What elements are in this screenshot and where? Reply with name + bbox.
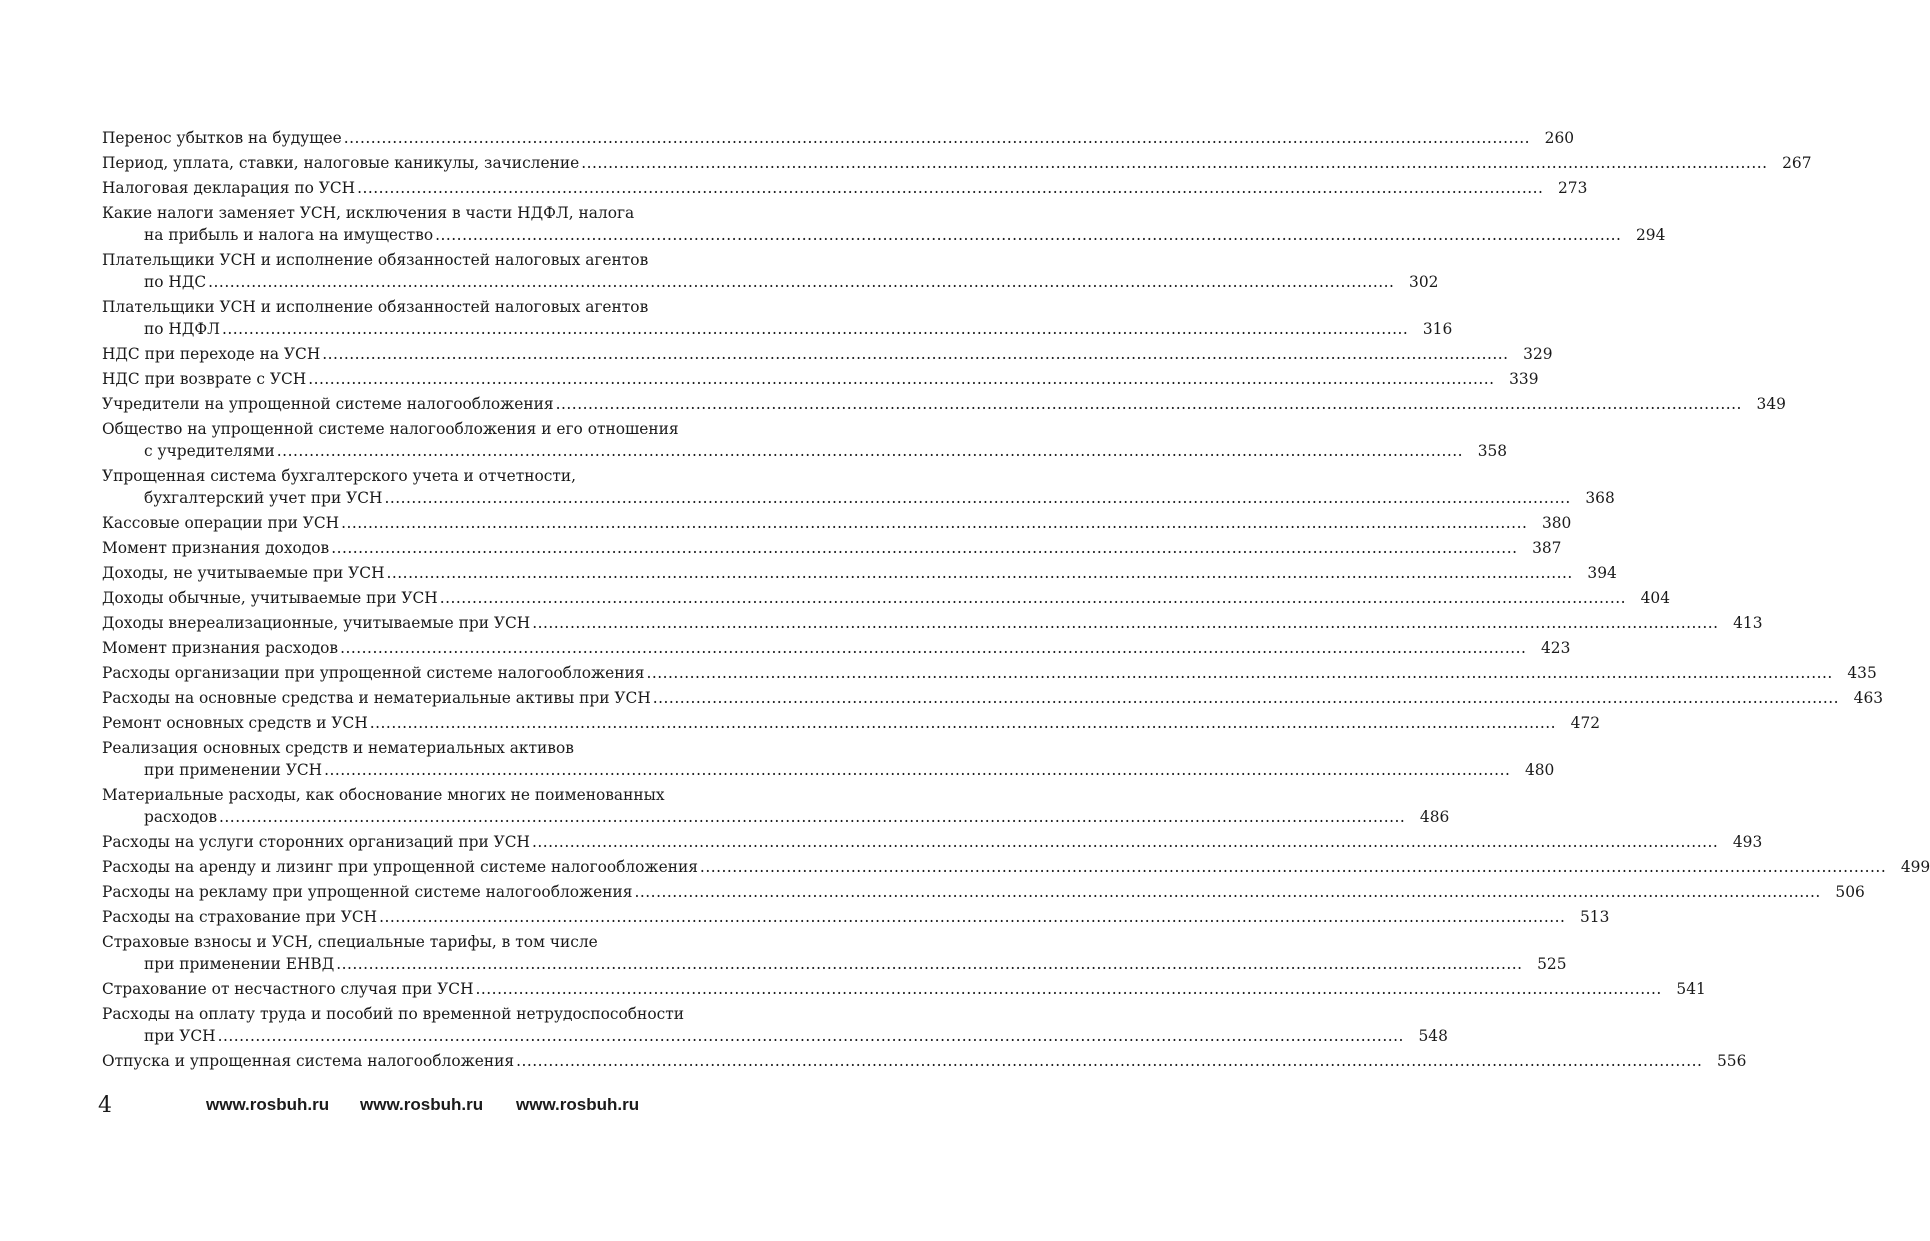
toc-entry[interactable] bbox=[102, 202, 1666, 246]
dot-leader: ............................................................................................................................................................................................................................ bbox=[324, 761, 1511, 779]
dot-leader: ............................................................................................................................................................................................................................ bbox=[208, 273, 1395, 291]
toc-entry-title: Общество на упрощенной системе налогообложения и его отношения bbox=[102, 420, 679, 438]
toc-entry-title: при УСН bbox=[144, 1027, 216, 1045]
toc-entry-title: Реализация основных средств и нематериальных активов bbox=[102, 739, 574, 757]
toc-page-number: 294 bbox=[1636, 226, 1666, 244]
toc-entry[interactable] bbox=[102, 368, 1539, 390]
toc-entry[interactable] bbox=[102, 562, 1617, 584]
toc-entry-title: Страховые взносы и УСН, специальные тарифы, в том числе bbox=[102, 933, 598, 951]
dot-leader: ............................................................................................................................................................................................................................ bbox=[308, 370, 1495, 388]
toc-entry[interactable] bbox=[102, 978, 1706, 1000]
toc-page-number: 493 bbox=[1732, 833, 1763, 851]
toc-page-number: 413 bbox=[1733, 614, 1763, 632]
toc-entry[interactable] bbox=[102, 881, 1865, 903]
dot-leader: ............................................................................................................................................................................................................................ bbox=[646, 664, 1833, 682]
dot-leader: ............................................................................................................................................................................................................................ bbox=[340, 639, 1527, 657]
toc-entry[interactable] bbox=[102, 512, 1572, 534]
toc-entry-title: бухгалтерский учет при УСН bbox=[144, 489, 383, 507]
toc-entry-title: Страхование от несчастного случая при УСН bbox=[102, 980, 474, 998]
toc-entry-title: Момент признания расходов bbox=[102, 639, 339, 657]
dot-leader: ............................................................................................................................................................................................................................ bbox=[386, 564, 1573, 582]
dot-leader: ............................................................................................................................................................................................................................ bbox=[516, 1052, 1703, 1070]
toc-page-number: 525 bbox=[1537, 955, 1567, 973]
toc-page-number: 380 bbox=[1541, 514, 1572, 532]
toc-entry-title: Расходы на услуги сторонних организаций при УСН bbox=[102, 833, 530, 851]
toc-entry[interactable] bbox=[102, 856, 1930, 878]
dot-leader: ............................................................................................................................................................................................................................ bbox=[634, 883, 1821, 901]
toc-entry-title: расходов bbox=[144, 808, 218, 826]
footer-link[interactable]: www.rosbuh.ru bbox=[516, 1095, 640, 1114]
toc-entry-title: при применении ЕНВД bbox=[144, 955, 335, 973]
dot-leader: ............................................................................................................................................................................................................................ bbox=[581, 154, 1768, 172]
toc-page-number: 302 bbox=[1409, 273, 1439, 291]
toc-entry-title: Доходы, не учитываемые при УСН bbox=[102, 564, 385, 582]
dot-leader: ............................................................................................................................................................................................................................ bbox=[555, 395, 1742, 413]
toc-entry-title: Кассовые операции при УСН bbox=[102, 514, 340, 532]
dot-leader: ............................................................................................................................................................................................................................ bbox=[369, 714, 1557, 732]
toc-entry[interactable] bbox=[102, 587, 1670, 609]
dot-leader: ............................................................................................................................................................................................................................ bbox=[435, 226, 1622, 244]
toc-page-number: 480 bbox=[1524, 761, 1555, 779]
footer-link[interactable]: www.rosbuh.ru bbox=[206, 1095, 330, 1114]
toc-entry[interactable] bbox=[102, 737, 1555, 781]
page-footer bbox=[98, 1093, 658, 1119]
toc-entry-title: Расходы на аренду и лизинг при упрощенной системе налогообложения bbox=[102, 858, 698, 876]
toc-entry-title: Доходы внереализационные, учитываемые при УСН bbox=[102, 614, 531, 632]
dot-leader: ............................................................................................................................................................................................................................ bbox=[532, 614, 1719, 632]
dot-leader: ............................................................................................................................................................................................................................ bbox=[384, 489, 1571, 507]
toc-entry[interactable] bbox=[102, 831, 1763, 853]
toc-page-number: 541 bbox=[1676, 980, 1706, 998]
toc-entry-title: Ремонт основных средств и УСН bbox=[102, 714, 368, 732]
toc-page-number: 463 bbox=[1853, 689, 1884, 707]
page-number: 4 bbox=[98, 1093, 112, 1118]
toc-page-number: 260 bbox=[1544, 129, 1575, 147]
toc-entry-title: Плательщики УСН и исполнение обязанностей налоговых агентов bbox=[102, 251, 649, 269]
toc-page-number: 423 bbox=[1541, 639, 1571, 657]
toc-entry[interactable] bbox=[102, 465, 1615, 509]
dot-leader: ............................................................................................................................................................................................................................ bbox=[331, 539, 1518, 557]
toc-entry-title: с учредителями bbox=[144, 442, 275, 460]
dot-leader: ............................................................................................................................................................................................................................ bbox=[219, 808, 1406, 826]
dot-leader: ............................................................................................................................................................................................................................ bbox=[341, 514, 1528, 532]
toc-entry-title: Расходы на основные средства и нематериальные активы при УСН bbox=[102, 689, 651, 707]
toc-entry[interactable] bbox=[102, 537, 1562, 559]
toc-entry[interactable] bbox=[102, 637, 1571, 659]
toc-entry[interactable] bbox=[102, 1050, 1747, 1072]
toc-page-number: 472 bbox=[1570, 714, 1601, 732]
toc-entry-title: Перенос убытков на будущее bbox=[102, 129, 342, 147]
toc-entry-title: НДС при переходе на УСН bbox=[102, 345, 321, 363]
toc-entry[interactable] bbox=[102, 931, 1567, 975]
toc-entry-title: Отпуска и упрощенная система налогообложения bbox=[102, 1052, 515, 1070]
toc-page-number: 435 bbox=[1847, 664, 1877, 682]
toc-page-number: 499 bbox=[1900, 858, 1930, 876]
toc-page-number: 506 bbox=[1835, 883, 1865, 901]
dot-leader: ............................................................................................................................................................................................................................ bbox=[336, 955, 1523, 973]
toc-page-number: 349 bbox=[1756, 395, 1786, 413]
toc-page-number: 556 bbox=[1716, 1052, 1747, 1070]
toc-entry-title: Учредители на упрощенной системе налогообложения bbox=[102, 395, 554, 413]
toc-page-number: 394 bbox=[1587, 564, 1617, 582]
toc-page-number: 329 bbox=[1523, 345, 1553, 363]
dot-leader: ............................................................................................................................................................................................................................ bbox=[531, 833, 1719, 851]
toc-entry-title: Материальные расходы, как обоснование многих не поименованных bbox=[102, 786, 665, 804]
dot-leader: ............................................................................................................................................................................................................................ bbox=[379, 908, 1566, 926]
dot-leader: ............................................................................................................................................................................................................................ bbox=[439, 589, 1626, 607]
toc-entry[interactable] bbox=[102, 906, 1610, 928]
dot-leader: ............................................................................................................................................................................................................................ bbox=[357, 179, 1544, 197]
toc-page-number: 267 bbox=[1782, 154, 1812, 172]
dot-leader: ............................................................................................................................................................................................................................ bbox=[343, 129, 1531, 147]
dot-leader: ............................................................................................................................................................................................................................ bbox=[221, 320, 1409, 338]
toc-page-number: 339 bbox=[1509, 370, 1539, 388]
dot-leader: ............................................................................................................................................................................................................................ bbox=[699, 858, 1887, 876]
footer-link[interactable]: www.rosbuh.ru bbox=[360, 1095, 484, 1114]
toc-entry-title: Расходы организации при упрощенной системе налогообложения bbox=[102, 664, 645, 682]
toc-entry-title: Налоговая декларация по УСН bbox=[102, 179, 356, 197]
toc-page-number: 548 bbox=[1418, 1027, 1448, 1045]
toc-entry-title: Упрощенная система бухгалтерского учета и отчетности, bbox=[102, 467, 577, 485]
toc-entry[interactable] bbox=[102, 127, 1575, 149]
dot-leader: ............................................................................................................................................................................................................................ bbox=[322, 345, 1509, 363]
toc-entry-title: по НДФЛ bbox=[144, 320, 220, 338]
toc-page-number: 368 bbox=[1585, 489, 1615, 507]
toc-entry[interactable] bbox=[102, 296, 1453, 340]
dot-leader: ............................................................................................................................................................................................................................ bbox=[217, 1027, 1404, 1045]
toc-page-number: 273 bbox=[1558, 179, 1588, 197]
toc-entry-title: на прибыль и налога на имущество bbox=[144, 226, 434, 244]
toc-entry[interactable] bbox=[102, 418, 1508, 462]
toc-entry[interactable] bbox=[102, 177, 1588, 199]
toc-entry[interactable] bbox=[102, 662, 1877, 684]
toc-page-number: 486 bbox=[1419, 808, 1450, 826]
toc-entry-title: НДС при возврате с УСН bbox=[102, 370, 307, 388]
table-of-contents bbox=[102, 127, 1930, 1075]
toc-entry-title: Плательщики УСН и исполнение обязанностей налоговых агентов bbox=[102, 298, 649, 316]
toc-page-number: 404 bbox=[1640, 589, 1670, 607]
toc-page-number: 513 bbox=[1580, 908, 1610, 926]
dot-leader: ............................................................................................................................................................................................................................ bbox=[475, 980, 1662, 998]
toc-entry[interactable] bbox=[102, 612, 1763, 634]
toc-entry-title: при применении УСН bbox=[144, 761, 323, 779]
toc-entry-title: Расходы на рекламу при упрощенной системе налогообложения bbox=[102, 883, 633, 901]
toc-entry[interactable] bbox=[102, 712, 1601, 734]
toc-page-number: 358 bbox=[1477, 442, 1508, 460]
toc-entry[interactable] bbox=[102, 687, 1884, 709]
toc-entry-title: Период, уплата, ставки, налоговые каникулы, зачисление bbox=[102, 154, 580, 172]
toc-entry-title: Какие налоги заменяет УСН, исключения в части НДФЛ, налога bbox=[102, 204, 635, 222]
toc-entry-title: Расходы на оплату труда и пособий по временной нетрудоспособности bbox=[102, 1005, 684, 1023]
toc-entry[interactable] bbox=[102, 152, 1812, 174]
toc-page-number: 316 bbox=[1422, 320, 1453, 338]
toc-entry-title: по НДС bbox=[144, 273, 207, 291]
toc-entry[interactable] bbox=[102, 249, 1439, 293]
toc-entry[interactable] bbox=[102, 343, 1553, 365]
toc-entry-title: Расходы на страхование при УСН bbox=[102, 908, 378, 926]
toc-entry[interactable] bbox=[102, 784, 1450, 828]
toc-entry[interactable] bbox=[102, 393, 1786, 415]
toc-entry-title: Доходы обычные, учитываемые при УСН bbox=[102, 589, 438, 607]
dot-leader: ............................................................................................................................................................................................................................ bbox=[652, 689, 1840, 707]
toc-entry[interactable] bbox=[102, 1003, 1448, 1047]
toc-entry-title: Момент признания доходов bbox=[102, 539, 330, 557]
dot-leader: ............................................................................................................................................................................................................................ bbox=[276, 442, 1464, 460]
toc-page-number: 387 bbox=[1532, 539, 1562, 557]
